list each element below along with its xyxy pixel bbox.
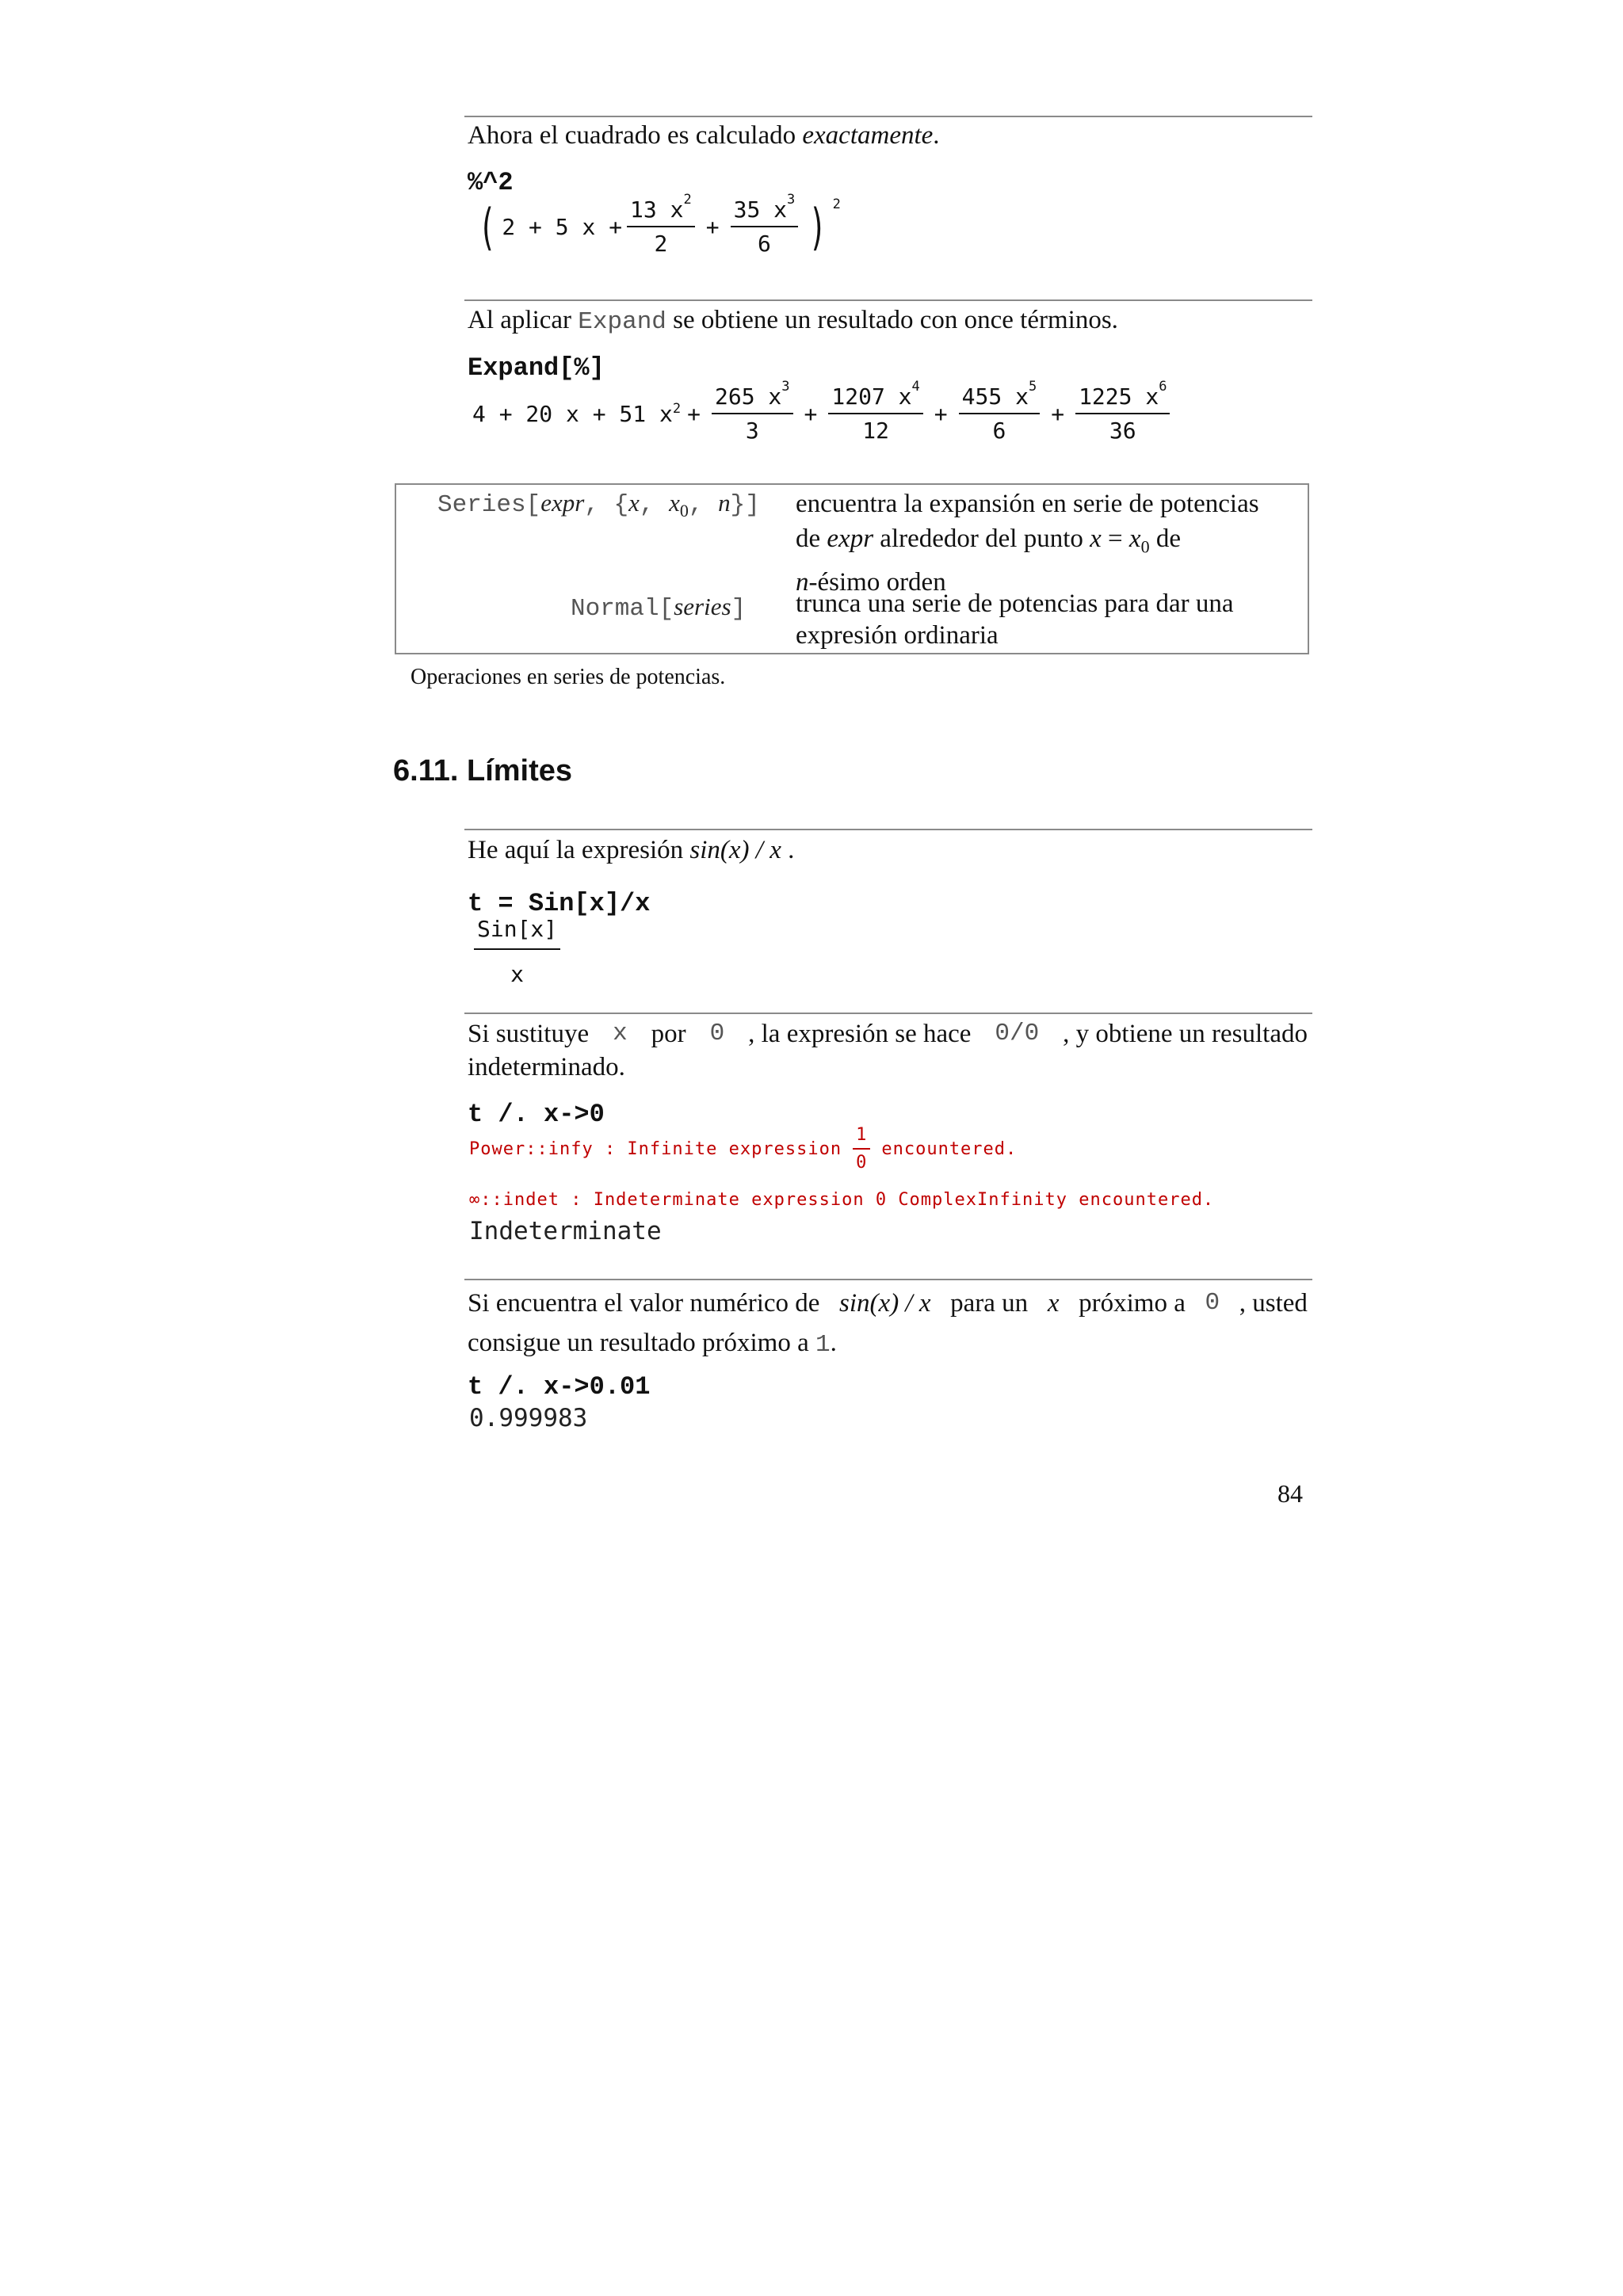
fraction: $\frac{265 x^3}{3}$ bbox=[712, 383, 793, 444]
fraction: $\frac{1207 x^4}{12}$ bbox=[828, 383, 922, 444]
input-cell[interactable]: %^2 bbox=[468, 168, 514, 197]
table-description: trunca una serie de potencias para dar una expresión ordinaria bbox=[796, 589, 1234, 650]
output-cell: 0.999983 bbox=[469, 1404, 588, 1432]
divider bbox=[464, 1279, 1312, 1280]
page-number: 84 bbox=[1277, 1479, 1303, 1508]
table-command: Series[expr, {x, $x_0$, n}] bbox=[437, 489, 760, 521]
divider bbox=[464, 299, 1312, 301]
output-cell: ( 2 + 5 x + $\frac{13 x^2}{2}$ + $\frac{35 x^3}{6}$ ) $^2$ bbox=[478, 192, 841, 257]
divider bbox=[464, 116, 1312, 117]
paren-close: ) bbox=[808, 197, 827, 256]
warning-message: Power::infy : Infinite expression $\frac{1}{0}$ encountered. bbox=[469, 1125, 1018, 1173]
paren-open: ( bbox=[478, 197, 496, 256]
section-heading: 6.11. Límites bbox=[393, 754, 573, 788]
fraction: $\frac{1225 x^6}{36}$ bbox=[1075, 383, 1170, 444]
paragraph: He aquí la expresión sin(x) / x . bbox=[468, 836, 795, 864]
divider bbox=[464, 1013, 1312, 1014]
fraction: $\frac{\text{Sin[x]}}{x}$ bbox=[474, 916, 560, 987]
table-command: Normal[series] bbox=[571, 593, 747, 623]
table-caption: Operaciones en series de potencias. bbox=[411, 665, 726, 689]
fraction: $\frac{455 x^5}{6}$ bbox=[959, 383, 1041, 444]
paragraph: Si encuentra el valor numérico de sin(x) / x para un x próximo a 0 , usted consigue un resultado próximo a 1. bbox=[468, 1289, 1308, 1359]
paragraph: Si sustituye x por 0 , la expresión se hace 0/0 , y obtiene un resultado indeterminado. bbox=[468, 1020, 1308, 1081]
fraction: $\frac{13 x^2}{2}$ bbox=[627, 196, 695, 257]
table-description: encuentra la expansión en serie de potencias de expr alrededor del punto $x = x_0$ de n-ésimo orden bbox=[796, 490, 1259, 597]
output-cell: Indeterminate bbox=[469, 1217, 662, 1245]
divider bbox=[464, 829, 1312, 830]
warning-message: ∞::indet : Indeterminate expression 0 ComplexInfinity encountered. bbox=[469, 1190, 1215, 1210]
input-cell[interactable]: t = Sin[x]/x bbox=[468, 889, 651, 918]
paragraph: Al aplicar Expand se obtiene un resultado con once términos. bbox=[468, 306, 1118, 336]
input-cell[interactable]: t /. x->0 bbox=[468, 1100, 605, 1129]
input-cell[interactable]: Expand[%] bbox=[468, 353, 605, 383]
paragraph: Ahora el cuadrado es calculado exactamente. bbox=[468, 121, 940, 150]
output-cell: 4 + 20 x + 51 x $^2$ + $\frac{265 x^3}{3}$ + $\frac{1207 x^4}{12}$ + $\frac{455 x^5}{6}$ + $\frac{1225 x^6}{36}$ bbox=[472, 383, 1174, 444]
fraction: $\frac{35 x^3}{6}$ bbox=[731, 196, 799, 257]
input-cell[interactable]: t /. x->0.01 bbox=[468, 1372, 651, 1402]
output-cell bbox=[474, 916, 560, 987]
